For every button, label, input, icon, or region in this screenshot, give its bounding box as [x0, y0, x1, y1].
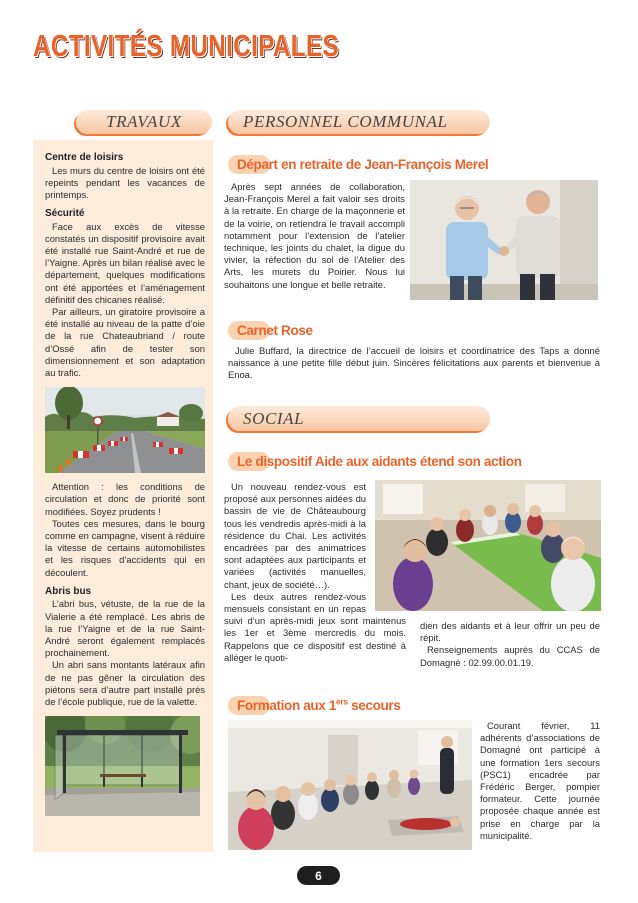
secours-heading — [237, 697, 400, 714]
secours-heading-start: Formation aux 1 — [237, 698, 337, 713]
secours-heading-end: secours — [347, 698, 401, 713]
social-banner — [228, 406, 490, 431]
road-works-photo — [45, 387, 205, 473]
aidants-contact: Renseignements auprès du CCAS de Domagné : 02.99.00.01.19. — [420, 644, 600, 668]
retirement-photo — [410, 180, 598, 300]
securite-paragraph: Face aux excès de vitesse constatés un dispositif provisoire avait été installé rue Saint-André et rue de l’Yaigne. Après un bilan réalisé avec le département, quelques modifications ont été apportées et l’aménagement définitif des chicanes réalisé. — [45, 220, 205, 305]
aidants-continuation-block — [420, 620, 600, 669]
personnel-banner — [228, 110, 490, 134]
travaux-banner — [76, 110, 212, 134]
bus-shelter-photo — [45, 716, 205, 816]
social-banner-label: SOCIAL — [243, 408, 305, 428]
carnet-rose-text-block — [228, 345, 600, 382]
travaux-banner-label: TRAVAUX — [106, 112, 182, 131]
page-number — [297, 866, 340, 885]
aidants-paragraph: Un nouveau rendez-vous est proposé aux personnes aidées du bassin de vie de Châteaubourg tous les vendredis après-midi à la résidence du Chai. Les activités encadrées par des animatrices sont adaptées aux participants et variées (activités manuelles, chant, jeux de société…). — [224, 481, 366, 590]
secours-text-block — [480, 720, 600, 842]
securite-paragraph: Toutes ces mesures, dans le bourg comme en campagne, visent à réduire la vitesse de certains automobilistes et les risques d’accidents qui en découlent. — [45, 517, 205, 578]
aidants-paragraph: Les deux autres rendez-vous mensuels consistant en un repas suivi d’un après-midi jeux sont maintenus les 1er et 3ème mercredis du mois. Rappelons que ce dispositif est destiné à alléger le quoti- — [224, 590, 406, 663]
personnel-banner-label: PERSONNEL COMMUNAL — [243, 112, 448, 131]
centre-loisirs-heading: Centre de loisirs — [45, 152, 124, 163]
centre-loisirs-text: Les murs du centre de loisirs ont été repeints pendant les vacances de printemps. — [45, 164, 205, 200]
page-number-label: 6 — [315, 868, 322, 883]
carnet-rose-text: Julie Buffard, la directrice de l’accueil de loisirs et coordinatrice des Taps a donné naissance à une petite fille début juin. Sincères félicitations aux parents et bienvenue à Enoa. — [228, 345, 600, 381]
carnet-rose-heading — [237, 322, 313, 339]
securite-paragraph: Attention : les conditions de circulation et donc de priorité sont modifiées. Soyez prudents ! — [45, 481, 205, 517]
abris-bus-paragraph: L’abri bus, vétuste, de la rue de la Vialerie a été remplacé. Les abris de la rue l’Yaigne et de la rue Saint-André seront également remplacés prochainement. — [45, 598, 205, 659]
aidants-continuation: dien des aidants et à leur offrir un peu de répit. — [420, 620, 600, 644]
retraite-text-block — [224, 181, 405, 291]
securite-paragraph: Par ailleurs, un giratoire provisoire a été installé au niveau de la patte d’oie de la rue Chateaubriand / route d’Ossé afin de tester son dimensionnement et son adaptation au trafic. — [45, 306, 205, 379]
securite-heading: Sécurité — [45, 208, 85, 220]
retraite-heading — [237, 156, 488, 173]
abris-bus-heading: Abris bus — [45, 585, 92, 597]
abris-bus-paragraph: Un abri sans montants latéraux afin de ne pas gêner la circulation des piétons sera d’autre part installé près de l’école publique, rue de la valette. — [45, 659, 205, 707]
secours-heading-sup: ers — [336, 696, 348, 707]
aidants-group-photo — [375, 480, 601, 611]
aidants-heading-text: Le dispositif Aide aux aidants étend son action — [237, 454, 522, 469]
carnet-rose-heading-text: Carnet Rose — [237, 323, 313, 338]
first-aid-training-photo — [228, 720, 472, 850]
page-title: ACTIVITÉS MUNICIPALES — [33, 28, 339, 63]
secours-text: Courant février, 11 adhérents d’associations de Domagné ont participé à une formation 1ers secours (PSC1) encadrée par Frédéric Berger, pompier formateur. Cette journée proposée chaque année est prise en charge par la municipalité. — [480, 720, 600, 841]
travaux-column — [45, 152, 205, 816]
retraite-heading-text: Départ en retraite de Jean-François Merel — [237, 157, 489, 172]
retraite-text: Après sept années de collaboration, Jean-François Merel a fait valoir ses droits à la retraite. En charge de la maçonnerie et de la voirie, on retiendra le travail accompli notamment pour l’extension de l’atelier technique, les joints du chalet, la digue du vivier, la réfection du sol de l’Atelier des Arts, les murets du Poirier. Nous lui souhaitons une longue et belle retraite. — [224, 181, 405, 290]
aidants-heading — [237, 453, 522, 470]
